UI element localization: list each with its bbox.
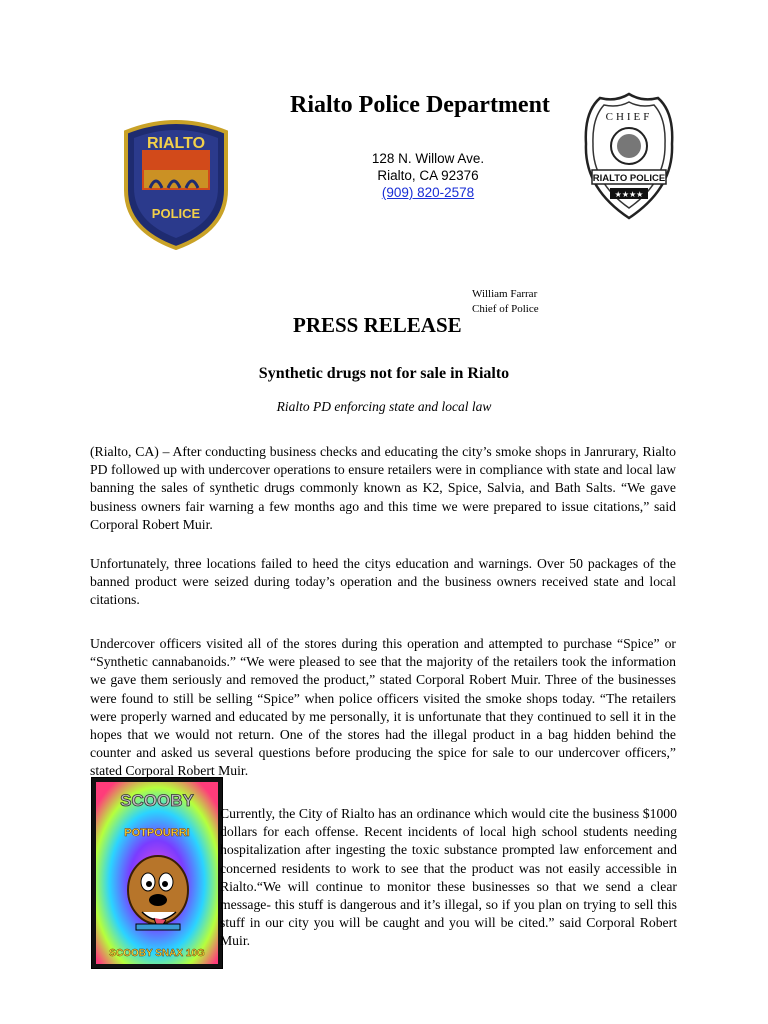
department-title: Rialto Police Department	[290, 92, 550, 118]
chief-title: Chief of Police	[472, 303, 539, 315]
package-bottom-text: SCOOBY SNAX 10G	[109, 948, 205, 959]
patch-bottom-text: POLICE	[151, 206, 201, 221]
body-paragraph-1: (Rialto, CA) – After conducting business checks and educating the city’s smoke shops in Janrurary, Rialto PD followed up with undercover operations to ensure retailers were in compliance with state and local law banning the sales of synthetic drugs commonly known as K2, Spice, Salvia, and Bath Salts. “We gave business owners fair warning a few months ago and this time we were prepared to issue citations,” said Corporal Robert Muir.	[90, 444, 676, 532]
headline: Synthetic drugs not for sale in Rialto	[258, 365, 510, 382]
package-brand-text: SCOOBY	[120, 791, 194, 810]
chief-name: William Farrar	[472, 288, 538, 300]
address-city: Rialto, CA 92376	[377, 168, 479, 183]
address-street: 128 N. Willow Ave.	[371, 151, 485, 166]
badge-top-text: CHIEF	[605, 111, 653, 123]
rialto-police-patch-logo	[122, 118, 230, 250]
badge-bottom-text: RIALTO POLICE	[592, 173, 666, 184]
subheadline: Rialto PD enforcing state and local law	[276, 399, 492, 414]
body-paragraph-3: Undercover officers visited all of the stores during this operation and attempted to purchase “Spice” or “Synthetic cannabanoids.” “We were pleased to see that the majority of the retailers took the information we gave them seriously and removed the product,” stated Corporal Robert Muir. Three of the businesses were found to still be selling “Spice” when police officers visited the smoke shops today. “The retailers were properly warned and educated by me personally, it is unfortunate that they continued to sell it in the hopes that we would not return. One of the stores had the illegal product in a bag hidden behind the counter and asked us several questions before producing the spice for sale to our undercover officers,” stated Corporal Robert Muir.	[90, 636, 676, 779]
badge-stars: ★★★★	[614, 190, 644, 199]
chief-badge-logo	[582, 92, 676, 220]
synthetic-drug-package-image	[91, 777, 223, 969]
body-paragraph-4: Currently, the City of Rialto has an ordinance which would cite the business $1000 dollars for each offense. Recent incidents of local high school students needing hospitalization after ingesting the toxic substance prompted law enforcement and concerned residents to work to see that the product was not easily accessible in Rialto.“We will continue to monitor these businesses so that we send a clear message- this stuff is dangerous and it’s illegal, so if you plan on trying to sell this stuff in our city you will be caught and you will be cited.” said Corporal Robert Muir.	[220, 806, 677, 949]
phone-link[interactable]: (909) 820-2578	[381, 185, 475, 200]
package-potpourri-text: POTPOURRI	[124, 827, 190, 839]
press-release-label: PRESS RELEASE	[293, 313, 462, 337]
body-paragraph-2: Unfortunately, three locations failed to heed the citys education and warnings. Over 50 packages of the banned product were seized during today’s operation and the business owners received state and local citations.	[90, 556, 676, 608]
patch-top-text: RIALTO	[146, 135, 206, 152]
